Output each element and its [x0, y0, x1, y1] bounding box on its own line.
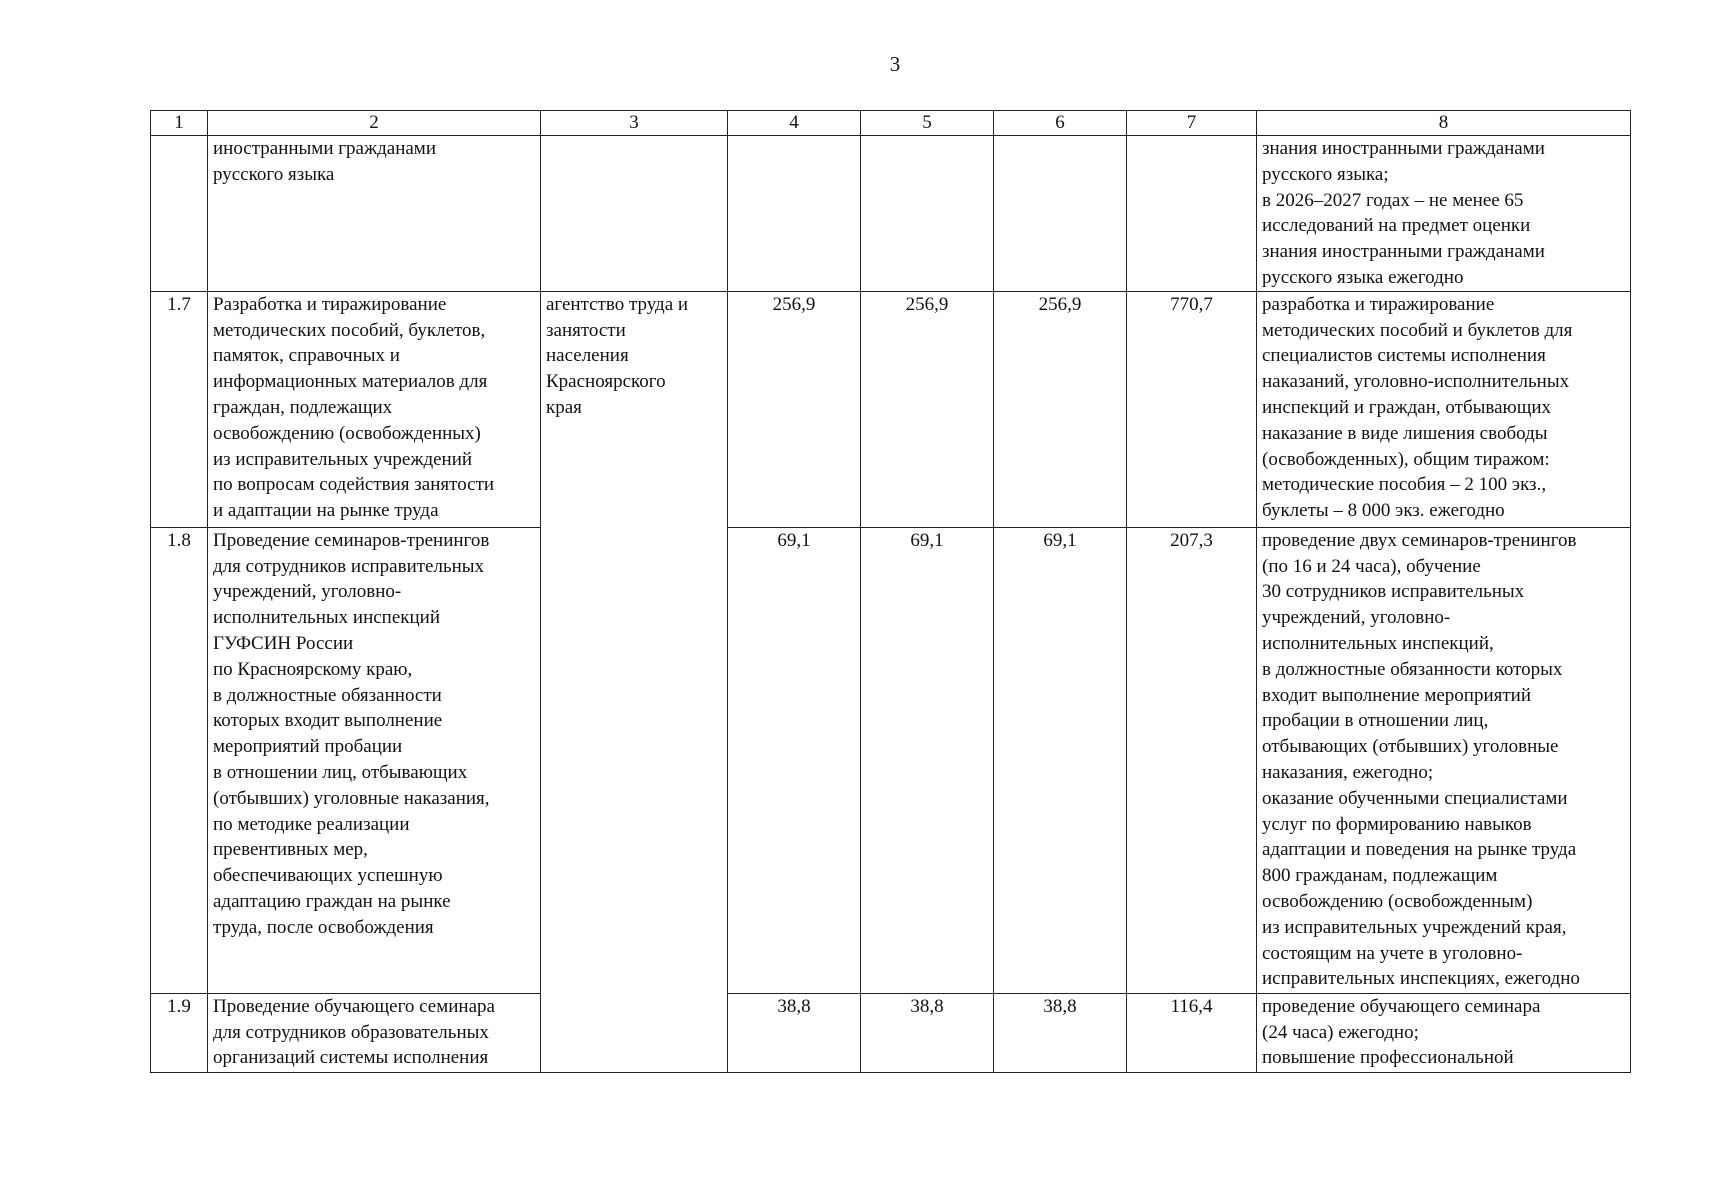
value-col5: 38,8 — [861, 993, 994, 1072]
table-row — [151, 993, 1631, 1072]
value-col5 — [861, 136, 994, 292]
expected-result: проведение обучающего семинара (24 часа) ежегодно; повышение профессиональной — [1257, 993, 1631, 1072]
value-col6 — [994, 136, 1127, 292]
value-col7: 770,7 — [1127, 291, 1257, 527]
header-cell: 6 — [994, 111, 1127, 136]
page-number: 3 — [889, 52, 901, 76]
value-col4: 256,9 — [728, 291, 861, 527]
value-col5: 256,9 — [861, 291, 994, 527]
header-cell: 7 — [1127, 111, 1257, 136]
value-col7: 207,3 — [1127, 527, 1257, 993]
value-col6: 38,8 — [994, 993, 1127, 1072]
value-col4 — [728, 136, 861, 292]
row-number — [151, 136, 208, 292]
header-cell: 3 — [541, 111, 728, 136]
expected-result: проведение двух семинаров-тренингов (по 16 и 24 часа), обучение 30 сотрудников исправительных учреждений, уголовно- исполнительных инспекций, в должностные обязанности которых входит выполнение мероприятий пробации в отношении лиц, отбывающих (отбывших) уголовные наказания, ежегодно; оказание обученными специалистами услуг по формированию навыков адаптации и поведения на рынке труда 800 гражданам, подлежащим освобождению (освобожденным) из исправительных учреждений края, состоящим на учете в уголовно- исправительных инспекциях, ежегодно — [1257, 527, 1631, 993]
program-table — [150, 110, 1631, 1073]
value-col5: 69,1 — [861, 527, 994, 993]
header-cell: 4 — [728, 111, 861, 136]
value-col4: 38,8 — [728, 993, 861, 1072]
table-header-row — [151, 111, 1631, 136]
measure-name: иностранными гражданами русского языка — [208, 136, 541, 292]
header-cell: 8 — [1257, 111, 1631, 136]
measure-name: Проведение семинаров-тренингов для сотрудников исправительных учреждений, уголовно- исполнительных инспекций ГУФСИН России по Красноярскому краю, в должностные обязанности которых входит выполнение мероприятий пробации в отношении лиц, отбывающих (отбывших) уголовные наказания, по методике реализации превентивных мер, обеспечивающих успешную адаптацию граждан на рынке труда, после освобождения — [208, 527, 541, 993]
row-number: 1.7 — [151, 291, 208, 527]
header-cell: 1 — [151, 111, 208, 136]
header-cell: 2 — [208, 111, 541, 136]
row-number: 1.9 — [151, 993, 208, 1072]
measure-name: Разработка и тиражирование методических пособий, буклетов, памяток, справочных и информационных материалов для граждан, подлежащих освобождению (освобожденных) из исправительных учреждений по вопросам содействия занятости и адаптации на рынке труда — [208, 291, 541, 527]
expected-result: разработка и тиражирование методических пособий и буклетов для специалистов системы исполнения наказаний, уголовно-исполнительных инспекций и граждан, отбывающих наказание в виде лишения свободы (освобожденных), общим тиражом: методические пособия – 2 100 экз., буклеты – 8 000 экз. ежегодно — [1257, 291, 1631, 527]
value-col6: 256,9 — [994, 291, 1127, 527]
value-col7 — [1127, 136, 1257, 292]
header-cell: 5 — [861, 111, 994, 136]
expected-result: знания иностранными гражданами русского языка; в 2026–2027 годах – не менее 65 исследований на предмет оценки знания иностранными гражданами русского языка ежегодно — [1257, 136, 1631, 292]
table-row — [151, 527, 1631, 993]
executor: агентство труда и занятости населения Красноярского края — [541, 291, 728, 1072]
value-col4: 69,1 — [728, 527, 861, 993]
value-col7: 116,4 — [1127, 993, 1257, 1072]
measure-name: Проведение обучающего семинара для сотрудников образовательных организаций системы исполнения — [208, 993, 541, 1072]
row-number: 1.8 — [151, 527, 208, 993]
executor — [541, 136, 728, 292]
value-col6: 69,1 — [994, 527, 1127, 993]
table-row — [151, 291, 1631, 527]
table-row — [151, 136, 1631, 292]
